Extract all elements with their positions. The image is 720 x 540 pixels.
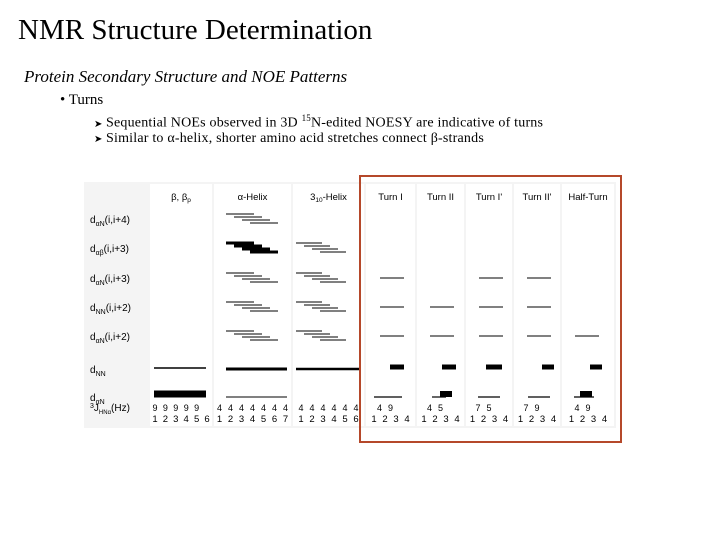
residue-number: 3 (443, 414, 449, 425)
column-header: $3_{10}$-Helix (310, 192, 347, 204)
j-value: 9 (183, 403, 189, 413)
residue-number: 3 (173, 414, 179, 425)
residue-number: 5 (342, 414, 348, 425)
j-value: 4 (282, 403, 289, 413)
beta-symbol: β (430, 131, 439, 146)
j-value: 9 (534, 403, 540, 413)
residue-number: 4 (331, 414, 337, 425)
residue-number: 4 (601, 414, 608, 425)
j-value: 4 (376, 403, 383, 413)
j-value: 4 (238, 403, 245, 413)
column-header: α-Helix (237, 192, 268, 203)
residue-number: 1 (371, 414, 377, 425)
arrow-icon: ➤ (94, 134, 103, 145)
sub1-text-post: N-edited NOESY are indicative of turns (310, 115, 544, 131)
j-value: 4 (216, 403, 223, 413)
residue-number: 1 (469, 414, 476, 425)
sub2-text-pre: Similar to (106, 131, 168, 146)
residue-number: 6 (204, 414, 210, 425)
residue-number: 4 (502, 414, 509, 425)
row-label: $d_{\alpha N}(i,i+2)$ (90, 332, 130, 345)
residue-number: 2 (382, 414, 388, 425)
alpha-symbol: α (167, 131, 175, 146)
sub-bullet-noes (94, 113, 543, 132)
column-header: Turn II (426, 192, 455, 203)
arrow-icon: ➤ (94, 118, 103, 130)
residue-number: 2 (227, 414, 234, 425)
residue-number: 4 (404, 414, 410, 425)
j-value: 9 (387, 403, 394, 413)
residue-number: 2 (309, 414, 315, 425)
residue-number: 1 (568, 414, 575, 425)
j-value: 4 (260, 403, 267, 413)
j-value: 9 (194, 403, 200, 413)
column-header: Turn I' (475, 192, 503, 203)
row-label: $d_{\alpha N}$ (90, 393, 105, 406)
j-value: 7 (475, 403, 481, 413)
bullet-turns (60, 92, 103, 109)
residue-number: 2 (432, 414, 438, 425)
row-label: $d_{\alpha N}(i,i+4)$ (90, 215, 130, 228)
sub2-text-mid: -helix, shorter amino acid stretches connect (174, 131, 431, 146)
bullet-dot-icon: • (60, 92, 66, 108)
residue-number: 3 (393, 414, 399, 425)
residue-number: 4 (550, 414, 557, 425)
residue-number: 3 (539, 414, 546, 425)
row-label: $d_{\alpha N}(i,i+3)$ (90, 274, 130, 287)
j-value: 9 (173, 403, 179, 413)
residue-number: 1 (298, 414, 304, 425)
residue-number: 2 (480, 414, 487, 425)
j-value: 4 (331, 403, 337, 413)
j-value: 9 (152, 403, 158, 413)
j-value: 5 (486, 403, 492, 413)
row-label: $d_{NN}$ (90, 365, 106, 378)
slide-title: NMR Structure Determination (18, 14, 373, 46)
column-header: Turn I (378, 192, 403, 203)
turns-highlight-box (359, 175, 622, 443)
residue-number: 3 (320, 414, 326, 425)
sub1-text-pre: Sequential NOEs observed in 3D (106, 115, 302, 131)
residue-number: 4 (249, 414, 256, 425)
residue-number: 3 (590, 414, 597, 425)
sub1-superscript: 15 (301, 113, 311, 123)
j-value: 4 (271, 403, 278, 413)
j-value: 4 (574, 403, 580, 413)
residue-number: 1 (152, 414, 158, 425)
residue-number: 1 (216, 414, 223, 425)
j-value: 4 (426, 403, 433, 413)
j-value: 4 (320, 403, 326, 413)
sub-bullet-helix (94, 131, 484, 147)
residue-number: 6 (271, 414, 278, 425)
row-label: $d_{\alpha\beta}(i,i+3)$ (90, 244, 129, 257)
residue-number: 1 (517, 414, 524, 425)
bullet-text: Turns (68, 92, 104, 108)
j-value: 9 (585, 403, 591, 413)
residue-number: 3 (238, 414, 245, 425)
residue-number: 3 (491, 414, 498, 425)
residue-number: 2 (528, 414, 535, 425)
residue-number: 2 (162, 414, 169, 425)
j-value: 4 (227, 403, 234, 413)
j-coupling-label: $^3J_{HN\alpha}(Hz)$ (90, 403, 130, 416)
residue-number: 2 (579, 414, 586, 425)
j-value: 4 (342, 403, 348, 413)
j-value: 4 (309, 403, 315, 413)
residue-number: 4 (454, 414, 460, 425)
j-value: 4 (249, 403, 256, 413)
j-value: 5 (437, 403, 444, 413)
residue-number: 4 (183, 414, 189, 425)
column-header: Half-Turn (568, 192, 608, 203)
row-label: $d_{NN}(i,i+2)$ (90, 303, 131, 316)
column-header: Turn II' (522, 192, 552, 203)
j-value: 7 (523, 403, 529, 413)
column-header: β, $\beta_p$ (171, 192, 191, 204)
slide-subtitle: Protein Secondary Structure and NOE Patterns (24, 67, 348, 86)
j-value: 4 (298, 403, 304, 413)
residue-number: 1 (421, 414, 427, 425)
sub2-text-post: -strands (438, 131, 484, 146)
residue-number: 7 (282, 414, 289, 425)
j-value: 4 (353, 403, 359, 413)
residue-number: 6 (353, 414, 359, 425)
column-panel (150, 184, 212, 426)
residue-number: 5 (260, 414, 267, 425)
residue-number: 5 (193, 414, 200, 425)
j-value: 9 (162, 403, 168, 413)
